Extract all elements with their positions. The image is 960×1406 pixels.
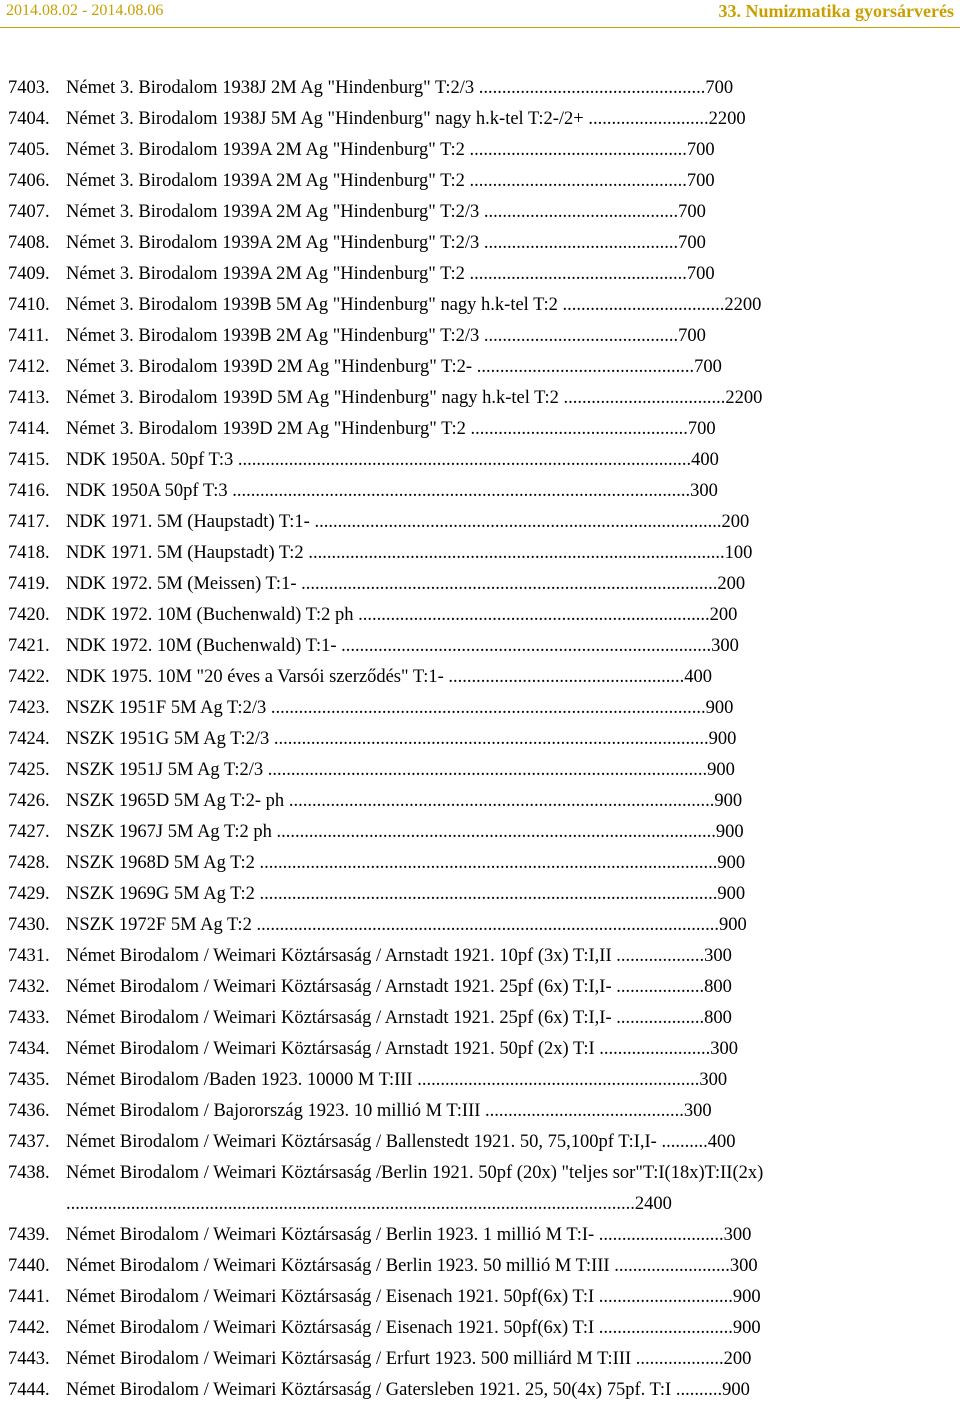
lot-description: NSZK 1967J 5M Ag T:2 ph [66,822,272,842]
leader-dots: ................................................................................................... [227,481,691,501]
lot-entry [8,1127,908,1158]
lot-entry [8,476,908,507]
lot-price: 300 [690,481,718,501]
lot-number: 7420. [8,605,50,625]
lot-description: Német Birodalom / Weimari Köztársaság / Erfurt 1923. 500 milliárd M T:III [66,1349,632,1369]
lot-description: Német Birodalom / Weimari Köztársaság / Arnstadt 1921. 25pf (6x) T:I,I- [66,1008,612,1028]
lot-price: 900 [718,915,747,935]
lot-entry [8,1034,908,1065]
lot-entry [8,507,908,538]
leader-dots: ............................................................. [412,1070,700,1090]
lot-description: Német Birodalom / Weimari Köztársaság / Arnstadt 1921. 50pf (2x) T:I [66,1039,595,1059]
lot-number: 7413. [8,388,50,408]
leader-dots: .......................................... [479,202,679,222]
lot-price: 900 [722,1380,750,1400]
lot-number: 7432. [8,977,50,997]
lot-price: 700 [694,357,722,377]
leader-dots: ........................... [594,1225,724,1245]
lot-number: 7427. [8,822,50,842]
lot-number: 7412. [8,357,50,377]
lot-description: Német Birodalom / Weimari Köztársaság / Ballenstedt 1921. 50, 75,100pf T:I,I- [66,1132,657,1152]
lot-price: 800 [704,977,732,997]
lot-number: 7423. [8,698,50,718]
lot-price: 300 [710,1039,739,1059]
lot-entry [8,1251,908,1282]
leader-dots: .......................................... [479,233,679,253]
auction-title: 33. Numizmatika gyorsárverés [718,1,954,21]
leader-dots: ............................................... [472,357,695,377]
lot-price: 300 [723,1225,752,1245]
lot-price: 700 [678,233,706,253]
lot-number: 7421. [8,636,50,656]
lot-price: 700 [678,326,706,346]
lot-description: Német Birodalom / Weimari Köztársaság / Berlin 1923. 1 millió M T:I- [66,1225,595,1245]
lot-number: 7407. [8,202,50,222]
lot-number: 7433. [8,1008,50,1028]
lot-description: NDK 1972. 10M (Buchenwald) T:1- [66,636,337,656]
leader-dots: .................................................................................................... [251,915,719,935]
lot-entry [8,166,908,197]
lot-number: 7403. [8,78,50,98]
lot-number: 7410. [8,295,50,315]
header-rule [0,27,960,28]
lot-number: 7428. [8,853,50,873]
lot-entry [8,1313,908,1344]
lot-number: 7425. [8,760,50,780]
leader-dots: ................................................. [474,78,706,98]
lot-entry [8,352,908,383]
lot-price: 300 [699,1070,728,1090]
lot-price: 700 [686,140,715,160]
leader-dots: ............................. [594,1318,733,1338]
lot-entry [8,786,908,817]
lot-number: 7438. [8,1163,50,1183]
lot-entry [8,290,908,321]
lot-number: 7418. [8,543,50,563]
lot-number: 7414. [8,419,50,439]
lot-description: Német 3. Birodalom 1939D 5M Ag "Hindenburg" nagy h.k-tel T:2 [66,388,559,408]
lot-description: NDK 1975. 10M "20 éves a Varsói szerződés" T:1- [66,667,444,687]
lot-number: 7439. [8,1225,50,1245]
lot-description: Német Birodalom / Weimari Köztársaság / Eisenach 1921. 50pf(6x) T:I [66,1287,595,1307]
lot-entry [8,197,908,228]
lot-entry [8,879,908,910]
leader-dots: ............................................................................ [353,605,710,625]
lot-price: 2200 [725,388,763,408]
lot-entry [8,910,908,941]
lot-price: 700 [686,171,715,191]
lot-description: NSZK 1972F 5M Ag T:2 [66,915,252,935]
leader-dots: ................................................................................ [336,636,712,656]
lot-entry [8,941,908,972]
leader-dots: ........................ [594,1039,711,1059]
lot-number: 7435. [8,1070,50,1090]
leader-dots: ............................. [594,1287,733,1307]
lot-entry [8,631,908,662]
lot-description: Német 3. Birodalom 1939D 2M Ag "Hindenburg" T:2 [66,419,466,439]
lot-number: 7426. [8,791,50,811]
leader-dots: .......................................................................................... [296,574,718,594]
lot-description: NSZK 1965D 5M Ag T:2- ph [66,791,285,811]
lot-number: 7422. [8,667,50,687]
lot-description: NDK 1972. 5M (Meissen) T:1- [66,574,297,594]
lot-entry [8,693,908,724]
leader-dots: ................................................................................................... [254,884,718,904]
lot-price: 900 [707,760,735,780]
lot-number: 7405. [8,140,50,160]
lot-continuation [8,1189,908,1220]
lot-number: 7411. [8,326,49,346]
lot-entry [8,1096,908,1127]
lot-price: 200 [721,512,750,532]
lot-description: NDK 1950A. 50pf T:3 [66,450,234,470]
lot-number: 7404. [8,109,50,129]
lot-price: 900 [717,853,746,873]
lot-description: Német Birodalom / Weimari Köztársaság /Berlin 1921. 50pf (20x) "teljes sor"T:I(18x)T:II(2x) [66,1163,764,1183]
leader-dots: .............................................................................................. [269,729,709,749]
leader-dots: .......................................... [479,326,679,346]
lot-entry [8,445,908,476]
leader-dots: ................................... [557,295,725,315]
lot-description: Német Birodalom / Weimari Köztársaság / Eisenach 1921. 50pf(6x) T:I [66,1318,595,1338]
lot-description: Német 3. Birodalom 1939A 2M Ag "Hindenburg" T:2/3 [66,202,480,222]
lot-price: 300 [711,636,739,656]
lot-price: 2200 [708,109,746,129]
lot-entry [8,1220,908,1251]
lot-number: 7430. [8,915,50,935]
lot-entry [8,1282,908,1313]
lot-description: NDK 1971. 5M (Haupstadt) T:1- [66,512,310,532]
leader-dots: ........................................................................................................................... [66,1194,635,1214]
lot-number: 7408. [8,233,50,253]
lot-price: 2200 [724,295,762,315]
leader-dots: .............................................................................................. [266,698,706,718]
lot-number: 7406. [8,171,50,191]
lot-description: Német 3. Birodalom 1939A 2M Ag "Hindenburg" T:2/3 [66,233,480,253]
lot-description: NSZK 1969G 5M Ag T:2 [66,884,255,904]
lot-description: Német Birodalom / Weimari Köztársaság / Gatersleben 1921. 25, 50(4x) 75pf. T:I [66,1380,672,1400]
lot-entry [8,817,908,848]
lot-price: 400 [691,450,719,470]
lot-description: Német 3. Birodalom 1939B 5M Ag "Hindenburg" nagy h.k-tel T:2 [66,295,558,315]
lot-price: 200 [717,574,746,594]
leader-dots: ................................................... [443,667,685,687]
lot-entry [8,104,908,135]
lot-price: 400 [707,1132,736,1152]
lot-number: 7436. [8,1101,50,1121]
lot-number: 7417. [8,512,50,532]
leader-dots: .......................................................................................... [303,543,725,563]
lot-price: 900 [708,729,737,749]
lot-entry [8,662,908,693]
leader-dots: ............................................................................................ [284,791,715,811]
leader-dots: ............................................... [464,264,687,284]
lot-description: NSZK 1951F 5M Ag T:2/3 [66,698,267,718]
lot-description: Német 3. Birodalom 1939A 2M Ag "Hindenburg" T:2 [66,140,465,160]
leader-dots: ................... [611,977,705,997]
leader-dots: ............................................................................................... [271,822,716,842]
leader-dots: ............................................... [465,419,688,439]
lot-price: 900 [715,822,744,842]
lot-entry [8,321,908,352]
lot-entry [8,972,908,1003]
lot-description: Német Birodalom / Weimari Köztársaság / Arnstadt 1921. 10pf (3x) T:I,II [66,946,612,966]
lot-entry [8,755,908,786]
lot-number: 7443. [8,1349,50,1369]
lot-description: Német Birodalom / Weimari Köztársaság / Berlin 1923. 50 millió M T:III [66,1256,610,1276]
lot-entry [8,1344,908,1375]
lot-number: 7434. [8,1039,50,1059]
page-header [0,0,960,28]
lot-entry [8,383,908,414]
lot-price: 400 [684,667,713,687]
leader-dots: ............................................... [464,140,687,160]
lot-entry [8,228,908,259]
lot-price: 900 [714,791,743,811]
lot-number: 7437. [8,1132,50,1152]
leader-dots: ............................................................................................... [263,760,708,780]
lot-number: 7440. [8,1256,50,1276]
leader-dots: .......................... [583,109,709,129]
lot-description: Német Birodalom / Bajorország 1923. 10 millió M T:III [66,1101,481,1121]
lot-entry [8,1003,908,1034]
lot-description: Német 3. Birodalom 1938J 2M Ag "Hindenburg" T:2/3 [66,78,475,98]
lot-description: NDK 1972. 10M (Buchenwald) T:2 ph [66,605,354,625]
lot-description: NDK 1950A 50pf T:3 [66,481,228,501]
leader-dots: ........................................... [480,1101,684,1121]
leader-dots: .......... [656,1132,708,1152]
leader-dots: ......................... [609,1256,730,1276]
lot-price: 700 [678,202,706,222]
lot-entry [8,259,908,290]
lot-price: 700 [705,78,734,98]
leader-dots: ........................................................................................ [309,512,722,532]
leader-dots: ............................................... [464,171,687,191]
leader-dots: .......... [671,1380,723,1400]
lot-entry [8,1375,908,1406]
lot-number: 7424. [8,729,50,749]
lot-price: 100 [724,543,753,563]
lot-entry [8,135,908,166]
lot-entry [8,1065,908,1096]
lot-entry [8,848,908,879]
lot-entry [8,1158,908,1220]
lot-number: 7442. [8,1318,50,1338]
lot-entry [8,724,908,755]
lot-price: 900 [732,1318,761,1338]
lot-description: Német Birodalom /Baden 1923. 10000 M T:III [66,1070,413,1090]
lot-price: 700 [686,264,715,284]
lot-price: 700 [687,419,716,439]
lot-description: Német 3. Birodalom 1939A 2M Ag "Hindenburg" T:2 [66,171,465,191]
lot-price: 900 [717,884,746,904]
date-range: 2014.08.02 - 2014.08.06 [6,2,164,19]
lot-price: 800 [704,1008,732,1028]
lot-description: Német Birodalom / Weimari Köztársaság / Arnstadt 1921. 25pf (6x) T:I,I- [66,977,612,997]
lot-description: Német 3. Birodalom 1938J 5M Ag "Hindenburg" nagy h.k-tel T:2-/2+ [66,109,584,129]
leader-dots: ................... [631,1349,724,1369]
lot-description: Német 3. Birodalom 1939D 2M Ag "Hindenburg" T:2- [66,357,473,377]
leader-dots: .................................................................................................. [233,450,692,470]
leader-dots: ................... [611,1008,705,1028]
lot-number: 7444. [8,1380,50,1400]
leader-dots: ................................... [558,388,726,408]
lot-entry [8,538,908,569]
lot-number: 7416. [8,481,50,501]
lot-description: NDK 1971. 5M (Haupstadt) T:2 [66,543,304,563]
lot-number: 7409. [8,264,50,284]
lot-price: 900 [705,698,734,718]
lot-number: 7431. [8,946,50,966]
lot-price: 200 [723,1349,752,1369]
lot-price: 200 [709,605,738,625]
lot-description: NSZK 1968D 5M Ag T:2 [66,853,255,873]
lot-price: 300 [704,946,732,966]
leader-dots: ................................................................................................... [254,853,718,873]
lot-description: Német 3. Birodalom 1939B 2M Ag "Hindenburg" T:2/3 [66,326,480,346]
lot-number: 7441. [8,1287,50,1307]
lot-description: NSZK 1951G 5M Ag T:2/3 [66,729,270,749]
leader-dots: ................... [611,946,705,966]
lot-list [8,73,908,1406]
lot-description: NSZK 1951J 5M Ag T:2/3 [66,760,264,780]
lot-entry [8,569,908,600]
lot-number: 7429. [8,884,50,904]
lot-price: 300 [729,1256,758,1276]
lot-price: 300 [683,1101,712,1121]
lot-entry [8,73,908,104]
lot-entry [8,600,908,631]
lot-number: 7415. [8,450,50,470]
lot-number: 7419. [8,574,50,594]
lot-price: 900 [732,1287,761,1307]
lot-entry [8,414,908,445]
lot-description: Német 3. Birodalom 1939A 2M Ag "Hindenburg" T:2 [66,264,465,284]
lot-price: 2400 [634,1194,672,1214]
